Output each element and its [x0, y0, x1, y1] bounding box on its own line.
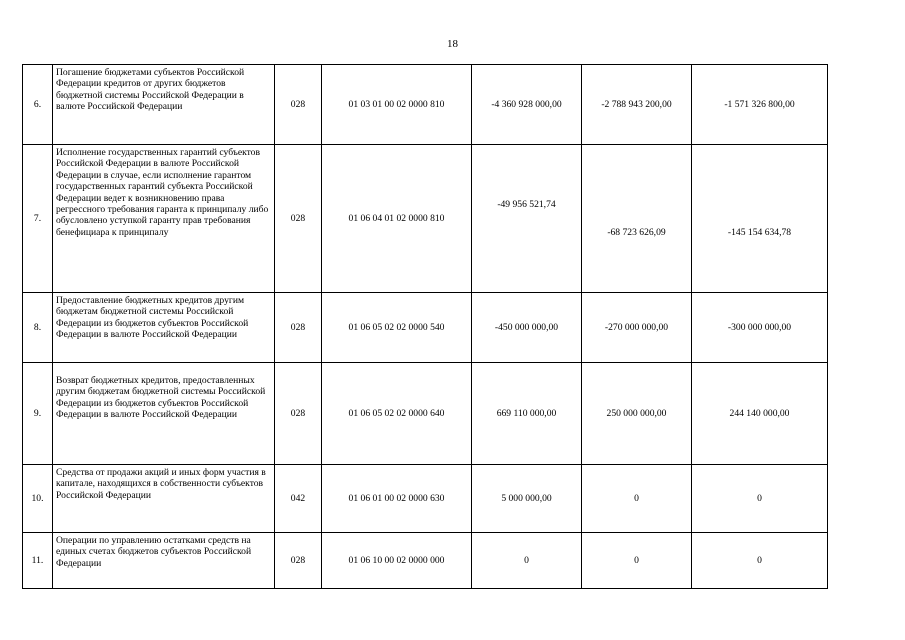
row-description: Операции по управлению остатками средств на единых счетах бюджетов субъектов Российской Федерации	[53, 533, 275, 589]
amount-year-2: -270 000 000,00	[582, 293, 692, 363]
row-description: Исполнение государственных гарантий субъектов Российской Федерации в валюте Российской Федерации в случае, если исполнение гарантом государственных гарантий субъекта Российской Федерации ведет к возникновению права регрессного требования гаранта к принципалу либо обусловлено уступкой гаранту прав требования бенефициара к принципалу	[53, 145, 275, 293]
table-row	[23, 145, 828, 293]
amount-year-3: -145 154 634,78	[727, 226, 792, 238]
amount-year-2: 0	[582, 465, 692, 533]
admin-code: 042	[275, 465, 322, 533]
table-row	[23, 293, 828, 363]
amount-year-2: 0	[582, 533, 692, 589]
admin-code: 028	[275, 533, 322, 589]
amount-year-3: 0	[692, 533, 828, 589]
budget-classification-code: 01 06 04 01 02 0000 810	[322, 145, 472, 293]
row-number: 8.	[23, 293, 53, 363]
table-row	[23, 465, 828, 533]
budget-classification-code: 01 06 05 02 02 0000 640	[322, 363, 472, 465]
budget-classification-code: 01 03 01 00 02 0000 810	[322, 65, 472, 145]
budget-sources-table	[22, 64, 828, 589]
row-description: Предоставление бюджетных кредитов другим бюджетам бюджетной системы Российской Федерации из бюджетов субъектов Российской Федерации в валюте Российской Федерации	[53, 293, 275, 363]
budget-classification-code: 01 06 05 02 02 0000 540	[322, 293, 472, 363]
amount-year-3: -1 571 326 800,00	[692, 65, 828, 145]
row-number: 10.	[23, 465, 53, 533]
amount-year-1: -450 000 000,00	[472, 293, 582, 363]
amount-year-1: 0	[472, 533, 582, 589]
table-row	[23, 65, 828, 145]
row-number: 9.	[23, 363, 53, 465]
amount-year-2: -2 788 943 200,00	[582, 65, 692, 145]
amount-year-1: 5 000 000,00	[472, 465, 582, 533]
amount-year-3: 0	[692, 465, 828, 533]
admin-code: 028	[275, 363, 322, 465]
row-description: Средства от продажи акций и иных форм участия в капитале, находящихся в собственности субъектов Российской Федерации	[53, 465, 275, 533]
amount-year-3: -300 000 000,00	[692, 293, 828, 363]
budget-classification-code: 01 06 10 00 02 0000 000	[322, 533, 472, 589]
amount-year-2: -68 723 626,09	[607, 226, 666, 238]
amount-year-2: 250 000 000,00	[582, 363, 692, 465]
amount-year-1: -49 956 521,74	[497, 198, 556, 210]
amount-year-1: -4 360 928 000,00	[472, 65, 582, 145]
row-number: 6.	[23, 65, 53, 145]
admin-code: 028	[275, 293, 322, 363]
budget-classification-code: 01 06 01 00 02 0000 630	[322, 465, 472, 533]
amount-year-3: 244 140 000,00	[692, 363, 828, 465]
table-row	[23, 363, 828, 465]
row-number: 7.	[23, 145, 53, 293]
row-number: 11.	[23, 533, 53, 589]
page-number: 18	[447, 38, 458, 50]
admin-code: 028	[275, 65, 322, 145]
amount-year-1: 669 110 000,00	[472, 363, 582, 465]
row-description: Погашение бюджетами субъектов Российской Федерации кредитов от других бюджетов бюджетной системы Российской Федерации в валюте Российской Федерации	[53, 65, 275, 145]
admin-code: 028	[275, 145, 322, 293]
table-row	[23, 533, 828, 589]
row-description: Возврат бюджетных кредитов, предоставленных другим бюджетам бюджетной системы Российской Федерации из бюджетов субъектов Российской Федерации в валюте Российской Федерации	[53, 363, 275, 465]
